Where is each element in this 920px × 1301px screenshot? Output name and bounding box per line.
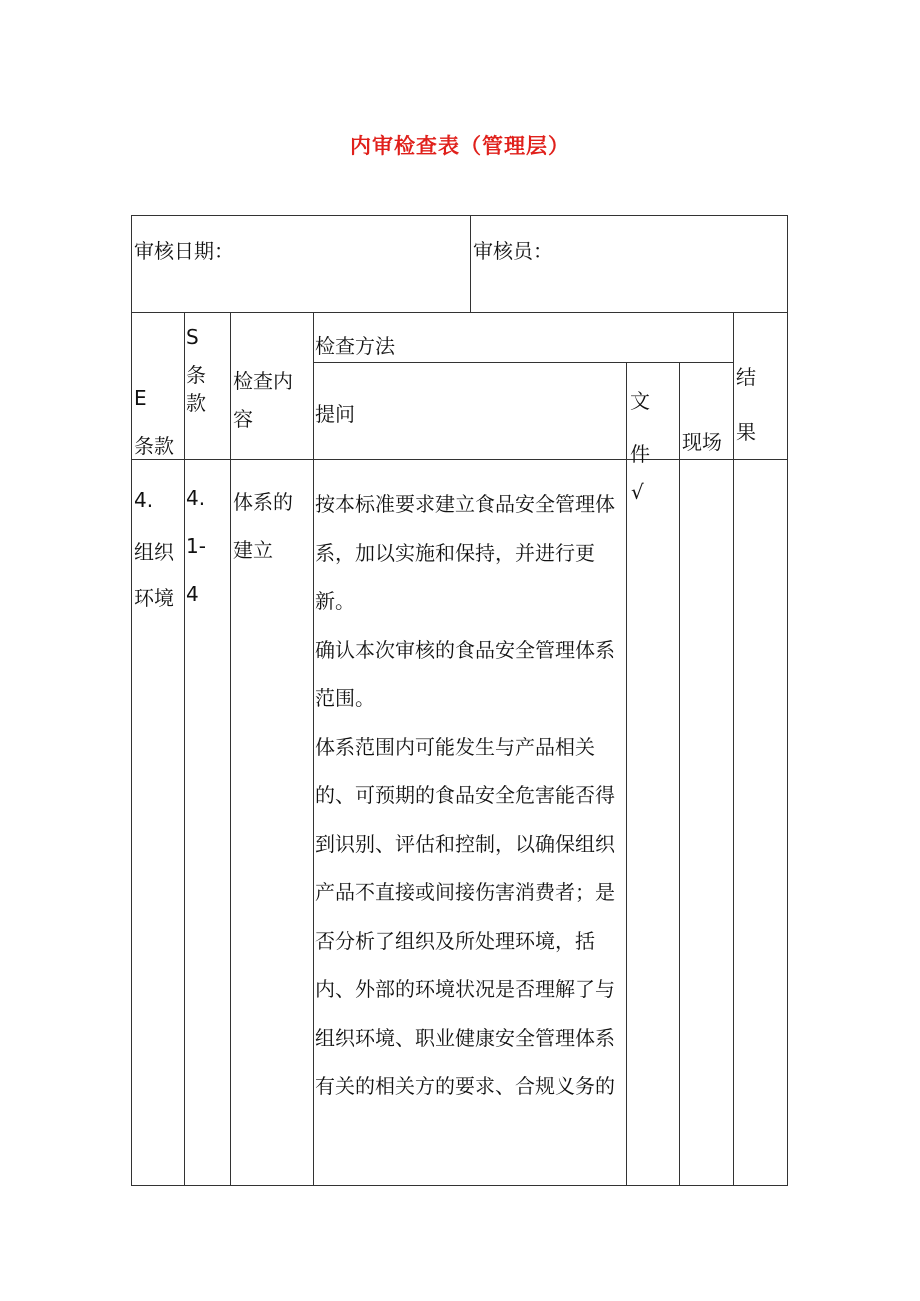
header-document-line: 件 [630, 442, 650, 466]
header-s-clause-line: 款 [186, 391, 206, 415]
header-s-clause [186, 318, 206, 422]
divider [733, 312, 734, 1185]
question-paragraph: 确认本次审核的食品安全管理体系范围。 [315, 637, 615, 710]
header-document-line: 文 [630, 389, 650, 413]
header-document [630, 374, 650, 482]
header-e-clause [134, 368, 174, 476]
divider [184, 312, 185, 1185]
divider [470, 215, 471, 312]
row-content [233, 478, 293, 574]
header-question: 提问 [315, 402, 355, 426]
header-result-line: 果 [736, 420, 756, 444]
header-content-line: 检查内 [233, 369, 293, 393]
row-questions [315, 480, 625, 1111]
audit-date-label: 审核日期： [134, 239, 234, 263]
header-site: 现场 [682, 430, 722, 454]
audit-info-table [131, 215, 788, 313]
header-e-clause-line: 条款 [134, 434, 174, 458]
row-e-clause-line: 4. [134, 488, 154, 512]
divider [230, 312, 231, 1185]
row-e-clause-line: 组织 [134, 540, 174, 564]
row-s-clause-line: 4. [186, 486, 206, 510]
row-s-clause-line: 1- [186, 534, 206, 558]
row-content-line: 建立 [233, 538, 273, 562]
header-content [233, 356, 293, 444]
auditor-label: 审核员： [473, 239, 553, 263]
question-paragraph: 按本标准要求建立食品安全管理体系，加以实施和保持，并进行更新。 [315, 492, 615, 613]
document-check-mark: √ [631, 480, 644, 504]
row-s-clause-line: 4 [186, 582, 199, 606]
header-s-clause-line: 条 [186, 363, 206, 387]
divider [313, 312, 314, 1185]
header-result [736, 348, 756, 461]
page-title: 内审检查表（管理层） [350, 134, 570, 158]
divider [313, 362, 733, 363]
row-content-line: 体系的 [233, 490, 293, 514]
divider [679, 362, 680, 1185]
row-e-clause [134, 474, 174, 624]
question-paragraph: 体系范围内可能发生与产品相关的、可预期的食品安全危害能否得到识别、评估和控制，以确保组织产品不直接或间接伤害消费者；是否分析了组织及所处理环境，括内、外部的环境状况是否理解了与组织环境、职业健康安全管理体系有关的相关方的要求、合规义务的 [315, 734, 615, 1098]
row-e-clause-line: 环境 [134, 586, 174, 610]
header-content-line: 容 [233, 407, 253, 431]
header-s-clause-line: S [186, 325, 199, 349]
header-e-clause-line: E [134, 386, 147, 410]
header-result-line: 结 [736, 365, 756, 389]
row-s-clause [186, 474, 206, 618]
header-method: 检查方法 [315, 334, 395, 358]
divider [626, 362, 627, 1185]
